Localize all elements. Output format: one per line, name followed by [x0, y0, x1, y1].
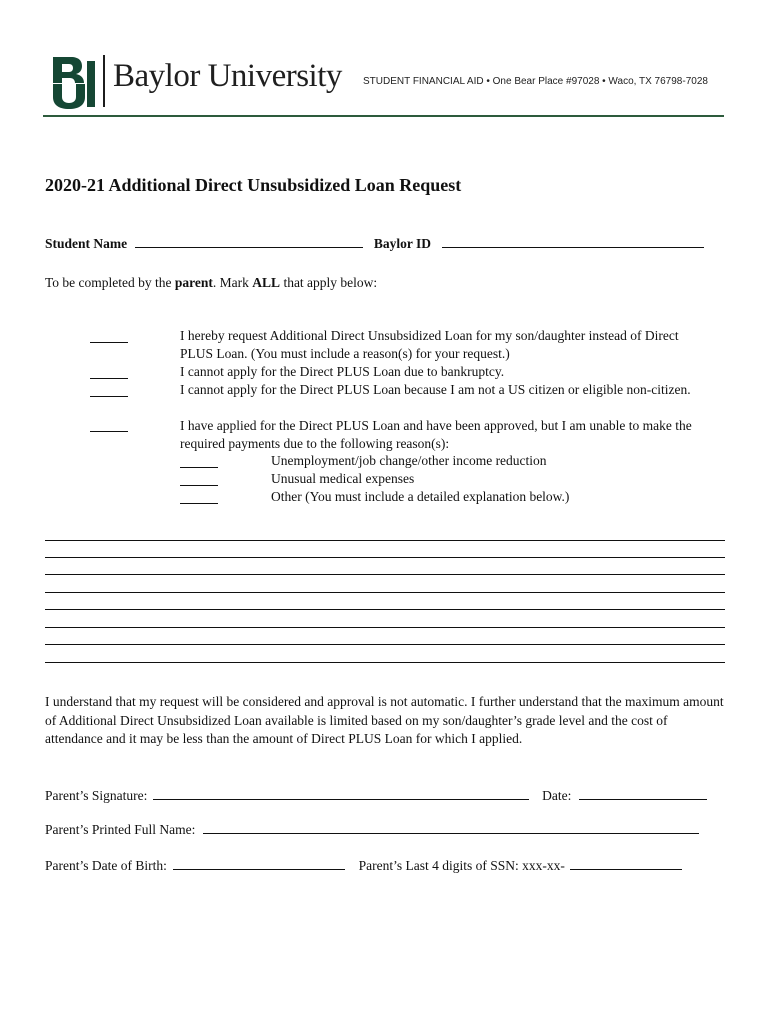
sub-option-3-text: Other (You must include a detailed explanation below.): [271, 489, 570, 504]
sub-option-2-text: Unusual medical expenses: [271, 471, 415, 486]
option-4-checkbox[interactable]: [90, 431, 128, 432]
option-1-checkbox[interactable]: [90, 342, 128, 343]
form-title: 2020-21 Additional Direct Unsubsidized Loan Request: [45, 175, 462, 195]
option-4-text: I have applied for the Direct PLUS Loan and have been approved, but I am unable to make the required payments due to the following reason(s):: [180, 418, 692, 451]
sub-option-3-checkbox[interactable]: [180, 503, 218, 504]
instruction-text: To be completed by the: [45, 275, 175, 290]
printed-name-label: Parent’s Printed Full Name:: [45, 822, 196, 837]
header-divider: [43, 115, 724, 117]
explanation-line[interactable]: [45, 609, 725, 610]
student-name-label: Student Name: [45, 236, 128, 251]
explanation-line[interactable]: [45, 592, 725, 593]
explanation-line[interactable]: [45, 574, 725, 575]
parent-signature-field[interactable]: [153, 787, 529, 800]
instructions: [45, 275, 377, 291]
signature-row: [45, 787, 707, 804]
office-address: STUDENT FINANCIAL AID • One Bear Place #97028 • Waco, TX 76798-7028: [363, 76, 708, 87]
option-2-text: I cannot apply for the Direct PLUS Loan due to bankruptcy.: [180, 364, 505, 379]
dob-label: Parent’s Date of Birth:: [45, 858, 167, 873]
explanation-line[interactable]: [45, 644, 725, 645]
baylor-bu-logo: [51, 55, 97, 109]
ssn-field[interactable]: [570, 857, 682, 870]
sub-option-1-checkbox[interactable]: [180, 467, 218, 468]
dob-ssn-row: [45, 857, 682, 874]
explanation-line[interactable]: [45, 627, 725, 628]
instruction-text: . Mark: [212, 275, 253, 290]
date-field[interactable]: [579, 787, 707, 800]
instruction-emphasis-parent: parent: [174, 275, 213, 290]
date-label: Date:: [542, 788, 572, 803]
explanation-line[interactable]: [45, 557, 725, 558]
student-name-field[interactable]: [135, 235, 363, 248]
explanation-line[interactable]: [45, 540, 725, 541]
option-3-text: I cannot apply for the Direct PLUS Loan because I am not a US citizen or eligible non-citizen.: [180, 382, 691, 397]
option-3-checkbox[interactable]: [90, 396, 128, 397]
explanation-line[interactable]: [45, 662, 725, 663]
sub-option-2-checkbox[interactable]: [180, 485, 218, 486]
sub-option-1-text: Unemployment/job change/other income reduction: [271, 453, 547, 468]
logo-divider: [103, 55, 105, 107]
baylor-id-field[interactable]: [442, 235, 704, 248]
university-name: Baylor University: [113, 58, 342, 94]
instruction-text: that apply below:: [280, 275, 378, 290]
option-1-text: I hereby request Additional Direct Unsubsidized Loan for my son/daughter instead of Direct PLUS Loan. (You must include a reason(s) for your request.): [180, 328, 679, 361]
printed-name-row: [45, 821, 699, 838]
printed-name-field[interactable]: [203, 821, 699, 834]
instruction-emphasis-all: ALL: [252, 275, 281, 290]
option-2-checkbox[interactable]: [90, 378, 128, 379]
baylor-id-label: Baylor ID: [373, 236, 432, 251]
student-info-row: [45, 235, 704, 252]
acknowledgement-paragraph: I understand that my request will be considered and approval is not automatic. I further understand that the maximum amount of Additional Direct Unsubsidized Loan available is limited based on my son/daughter’s grade level and the cost of attendance and it may be less than the amount of Direct PLUS Loan for which I applied.: [45, 694, 724, 746]
parent-signature-label: Parent’s Signature:: [45, 788, 148, 803]
dob-field[interactable]: [173, 857, 345, 870]
ssn-label: Parent’s Last 4 digits of SSN: xxx-xx-: [358, 858, 565, 873]
